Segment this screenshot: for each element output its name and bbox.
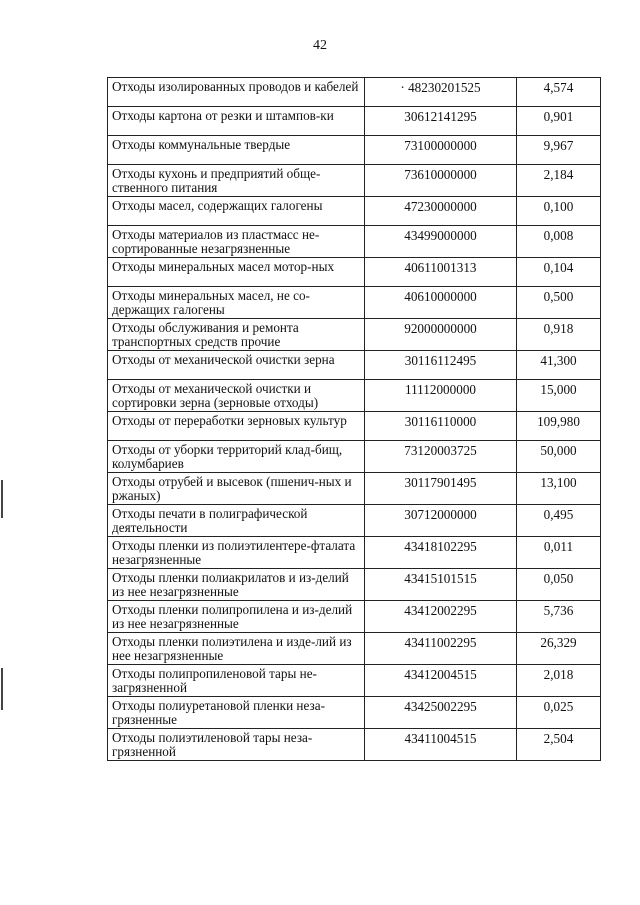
waste-code: 73120003725: [365, 441, 517, 473]
waste-code: 30612141295: [365, 107, 517, 136]
waste-value: 0,104: [517, 258, 601, 287]
waste-name: Отходы от уборки территорий клад-бищ, колумбариев: [108, 441, 365, 473]
waste-value: 0,901: [517, 107, 601, 136]
waste-code: 43499000000: [365, 226, 517, 258]
waste-code: 92000000000: [365, 319, 517, 351]
waste-name: Отходы пленки полиакрилатов и из-делий из нее незагрязненные: [108, 569, 365, 601]
waste-code: 73610000000: [365, 165, 517, 197]
waste-value: 15,000: [517, 380, 601, 412]
table-row: [108, 136, 601, 165]
waste-value: 41,300: [517, 351, 601, 380]
waste-value: 5,736: [517, 601, 601, 633]
waste-code: 30116112495: [365, 351, 517, 380]
waste-code: 30116110000: [365, 412, 517, 441]
waste-name: Отходы обслуживания и ремонта транспортных средств прочие: [108, 319, 365, 351]
waste-value: 0,100: [517, 197, 601, 226]
waste-table: [107, 77, 601, 761]
waste-value: 9,967: [517, 136, 601, 165]
waste-value: 4,574: [517, 78, 601, 107]
margin-mark: [1, 480, 3, 518]
waste-code: 43412002295: [365, 601, 517, 633]
table-row: [108, 665, 601, 697]
waste-value: 2,504: [517, 729, 601, 761]
table-row: [108, 633, 601, 665]
waste-name: Отходы минеральных масел мотор-ных: [108, 258, 365, 287]
waste-value: 50,000: [517, 441, 601, 473]
table-row: [108, 537, 601, 569]
waste-name: Отходы коммунальные твердые: [108, 136, 365, 165]
table-row: [108, 601, 601, 633]
waste-code: 43411004515: [365, 729, 517, 761]
waste-value: 0,500: [517, 287, 601, 319]
waste-name: Отходы кухонь и предприятий обще-ственного питания: [108, 165, 365, 197]
waste-code: 30712000000: [365, 505, 517, 537]
waste-name: Отходы полипропиленовой тары не-загрязненной: [108, 665, 365, 697]
table-row: [108, 473, 601, 505]
table-row: [108, 107, 601, 136]
waste-code: 40611001313: [365, 258, 517, 287]
waste-name: Отходы минеральных масел, не со-держащих галогены: [108, 287, 365, 319]
waste-value: 0,050: [517, 569, 601, 601]
waste-code: 11112000000: [365, 380, 517, 412]
waste-value: 0,011: [517, 537, 601, 569]
table-row: [108, 441, 601, 473]
waste-name: Отходы отрубей и высевок (пшенич-ных и ржаных): [108, 473, 365, 505]
table-body: [108, 78, 601, 761]
waste-value: 0,025: [517, 697, 601, 729]
page-number: 42: [313, 38, 327, 53]
waste-value: 0,495: [517, 505, 601, 537]
table-row: [108, 351, 601, 380]
waste-name: Отходы от механической очистки зерна: [108, 351, 365, 380]
margin-mark: [1, 668, 3, 710]
waste-value: 13,100: [517, 473, 601, 505]
table-row: [108, 412, 601, 441]
waste-code: 40610000000: [365, 287, 517, 319]
waste-code: 43415101515: [365, 569, 517, 601]
waste-value: 2,018: [517, 665, 601, 697]
waste-name: Отходы печати в полиграфической деятельности: [108, 505, 365, 537]
waste-value: 0,008: [517, 226, 601, 258]
table-row: [108, 729, 601, 761]
waste-code: 43412004515: [365, 665, 517, 697]
table-row: [108, 505, 601, 537]
table-row: [108, 697, 601, 729]
waste-code: 47230000000: [365, 197, 517, 226]
waste-code: 43411002295: [365, 633, 517, 665]
table-row: [108, 78, 601, 107]
waste-name: Отходы полиэтиленовой тары неза-грязненной: [108, 729, 365, 761]
waste-name: Отходы изолированных проводов и кабелей: [108, 78, 365, 107]
waste-name: Отходы пленки полипропилена и из-делий из нее незагрязненные: [108, 601, 365, 633]
waste-name: Отходы от переработки зерновых культур: [108, 412, 365, 441]
table-row: [108, 165, 601, 197]
waste-name: Отходы полиуретановой пленки неза-грязненные: [108, 697, 365, 729]
waste-value: 2,184: [517, 165, 601, 197]
table-row: [108, 226, 601, 258]
waste-code: 30117901495: [365, 473, 517, 505]
waste-value: 109,980: [517, 412, 601, 441]
table-row: [108, 287, 601, 319]
waste-name: Отходы пленки из полиэтилентере-фталата незагрязненные: [108, 537, 365, 569]
waste-code: · 48230201525: [365, 78, 517, 107]
table-row: [108, 319, 601, 351]
table-row: [108, 569, 601, 601]
waste-name: Отходы масел, содержащих галогены: [108, 197, 365, 226]
waste-value: 26,329: [517, 633, 601, 665]
waste-code: 43425002295: [365, 697, 517, 729]
waste-value: 0,918: [517, 319, 601, 351]
table-row: [108, 258, 601, 287]
waste-name: Отходы картона от резки и штампов-ки: [108, 107, 365, 136]
waste-name: Отходы от механической очистки и сортировки зерна (зерновые отходы): [108, 380, 365, 412]
waste-name: Отходы пленки полиэтилена и изде-лий из нее незагрязненные: [108, 633, 365, 665]
waste-code: 73100000000: [365, 136, 517, 165]
waste-name: Отходы материалов из пластмасс не-сортированные незагрязненные: [108, 226, 365, 258]
table-row: [108, 380, 601, 412]
waste-code: 43418102295: [365, 537, 517, 569]
table-row: [108, 197, 601, 226]
